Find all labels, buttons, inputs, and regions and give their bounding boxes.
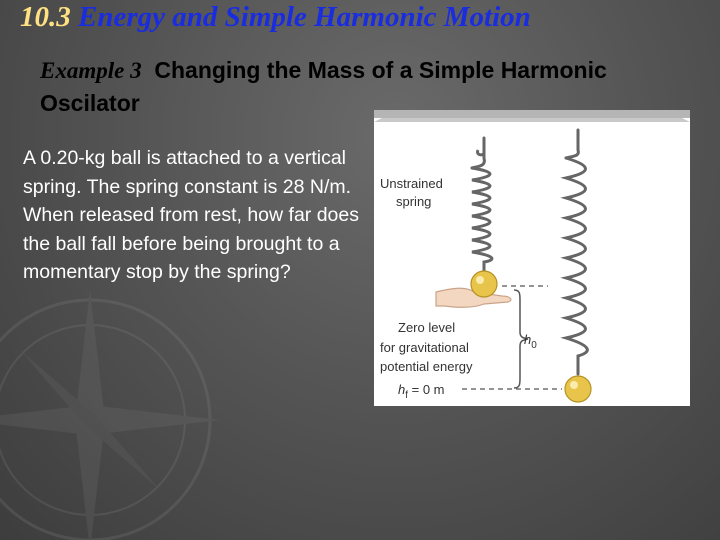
label-zero-line3: potential energy (380, 359, 473, 374)
example-title: Changing the Mass of a Simple Harmonic Oscilator (40, 57, 607, 116)
ball-bottom (565, 376, 591, 402)
spring-figure (374, 110, 690, 406)
title-section-name: Energy and Simple Harmonic Motion (78, 1, 531, 33)
label-unstrained-line2: spring (396, 194, 432, 209)
example-label: Example 3 (40, 58, 142, 83)
label-h0: $h_0$ (524, 332, 537, 351)
slide-title (20, 0, 531, 34)
label-zero-line2: for gravitational (380, 340, 469, 355)
ceiling (374, 110, 690, 118)
label-zero-line1: Zero level (398, 320, 456, 335)
left-spring-hook (477, 138, 484, 155)
title-section-number: 10.3 (20, 1, 71, 33)
problem-statement: A 0.20-kg ball is attached to a vertical spring. The spring constant is 28 N/m. When released from rest, how far does the ball fall before being brought to a momentary stop by the spring? (23, 147, 359, 284)
unstrained-spring (472, 138, 492, 274)
label-unstrained-line1: Unstrained (380, 176, 443, 191)
stretched-spring (566, 130, 587, 374)
ball-top (471, 271, 497, 297)
label-hf: $h_f = 0$ m (398, 382, 445, 401)
